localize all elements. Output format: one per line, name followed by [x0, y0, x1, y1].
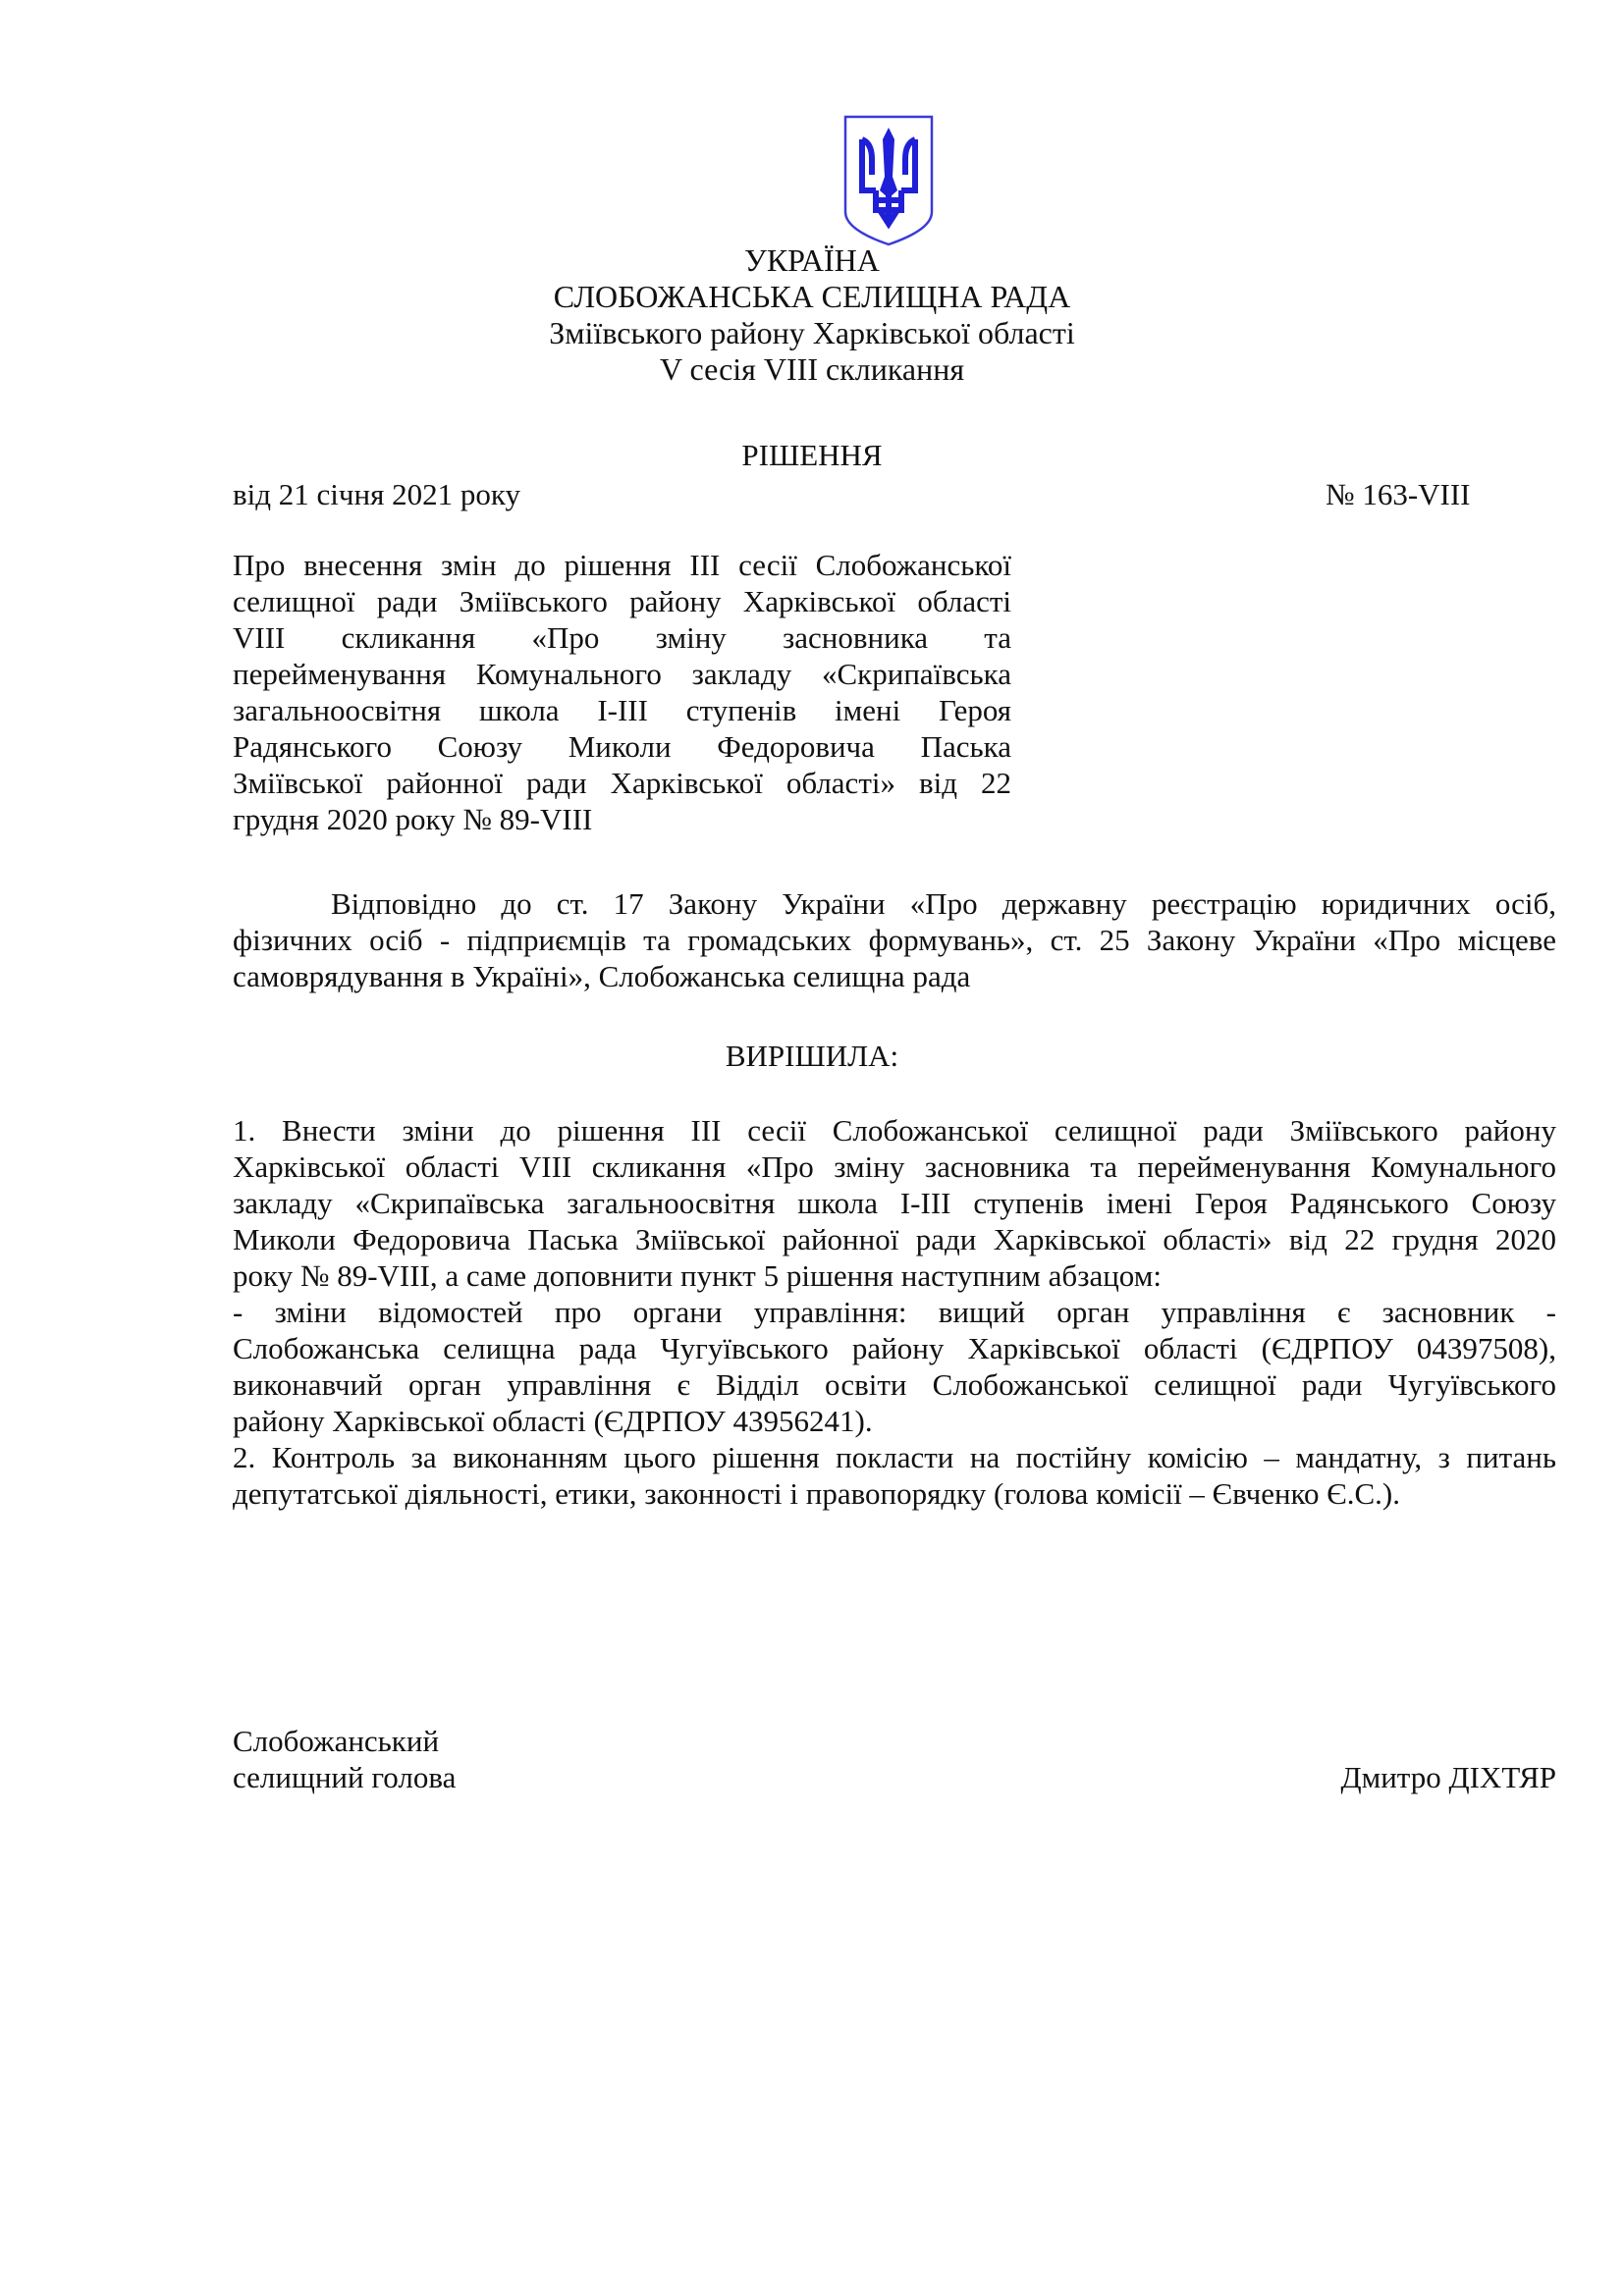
item-line: Слобожанська селищна рада Чугуївського району Харківської області (ЄДРПОУ 04397508), — [233, 1331, 1556, 1365]
subject-line: селищної ради Зміївського району Харківської області — [233, 584, 1011, 618]
council-name: СЛОБОЖАНСЬКА СЕЛИЩНА РАДА — [553, 279, 1071, 314]
item-line: - зміни відомостей про органи управління: вищий орган управління є засновник - — [233, 1295, 1556, 1329]
item-line: Миколи Федоровича Паська Зміївської районної ради Харківської області» від 22 грудня 2020 — [233, 1222, 1556, 1256]
session-label: V сесія VIII скликання — [659, 351, 965, 387]
trident-coat-of-arms-icon — [842, 114, 935, 247]
preamble-line: самоврядування в Україні», Слобожанська селищна рада — [233, 959, 971, 993]
subject-line: грудня 2020 року № 89-VIII — [233, 802, 593, 836]
subject-line: загальноосвітня школа І-ІІІ ступенів імені Героя — [233, 693, 1011, 727]
decision-item-1 — [233, 1112, 1556, 1439]
item-line: 1. Внести зміни до рішення ІІІ сесії Слобожанської селищної ради Зміївського району — [233, 1113, 1556, 1148]
subject-line: Про внесення змін до рішення ІІІ сесії Слобожанської — [233, 548, 1011, 582]
item-line: району Харківської області (ЄДРПОУ 43956241). — [233, 1404, 873, 1438]
signatory-position-line: селищний голова — [233, 1760, 457, 1794]
document-type-title: РІШЕННЯ — [741, 438, 883, 472]
subject-line: Радянського Союзу Миколи Федоровича Паська — [233, 729, 1011, 764]
document-date: від 21 січня 2021 року — [233, 477, 520, 511]
decision-subject — [233, 547, 1011, 837]
subject-line: VIII скликання «Про зміну засновника та — [233, 620, 1011, 655]
item-line: року № 89-VIII, а саме доповнити пункт 5 рішення наступним абзацом: — [233, 1258, 1162, 1293]
decision-items — [233, 1112, 1556, 1512]
item-line: депутатської діяльності, етики, законності і правопорядку (голова комісії – Євченко Є.С.). — [233, 1476, 1400, 1511]
signatory-position — [233, 1723, 456, 1795]
item-line: Харківської області VIII скликання «Про зміну засновника та перейменування Комунального — [233, 1149, 1556, 1184]
decision-item-2 — [233, 1439, 1556, 1512]
preamble-line: фізичних осіб - підприємців та громадських формувань», ст. 25 Закону України «Про місцеве — [233, 923, 1556, 957]
signatory-name: Дмитро ДІХТЯР — [1340, 1760, 1556, 1794]
item-line: закладу «Скрипаївська загальноосвітня школа І-ІІІ ступенів імені Героя Радянського Союзу — [233, 1186, 1556, 1220]
subject-line: перейменування Комунального закладу «Скрипаївська — [233, 657, 1011, 691]
subject-line: Зміївської районної ради Харківської області» від 22 — [233, 766, 1011, 800]
document-number: № 163-VIII — [1326, 477, 1471, 511]
preamble-paragraph — [233, 885, 1556, 994]
item-line: виконавчий орган управління є Відділ освіти Слобожанської селищної ради Чугуївського — [233, 1367, 1556, 1402]
district-name: Зміївського району Харківської області — [549, 315, 1075, 350]
signatory-position-line: Слобожанський — [233, 1724, 440, 1758]
document-header — [0, 242, 1624, 388]
resolved-heading: ВИРІШИЛА: — [725, 1039, 899, 1073]
item-line: 2. Контроль за виконанням цього рішення покласти на постійну комісію – мандатну, з питань — [233, 1440, 1556, 1474]
preamble-line: Відповідно до ст. 17 Закону України «Про державну реєстрацію юридичних осіб, — [331, 886, 1556, 921]
country-name: УКРАЇНА — [744, 242, 880, 278]
